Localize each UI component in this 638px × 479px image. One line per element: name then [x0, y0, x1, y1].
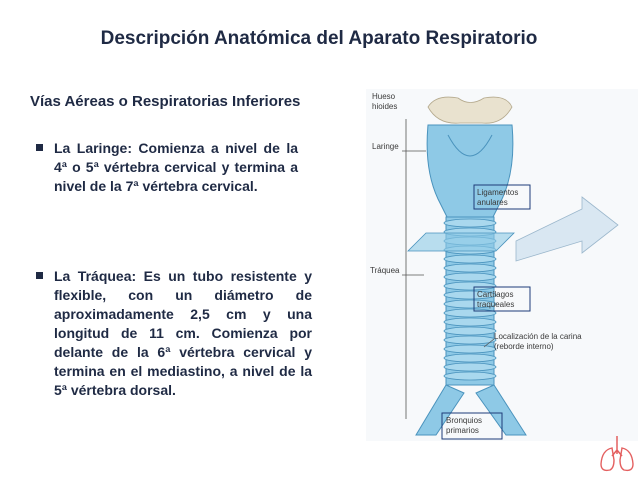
label-bronquios-1: Bronquios: [446, 416, 483, 425]
bullet-text: La Laringe: Comienza a nivel de la 4ª o 5ª vértebra cervical y termina a nivel de la 7ª vértebra cervical.: [54, 140, 298, 194]
bullet-text: La Tráquea: Es un tubo resistente y flexible, con un diámetro de aproximadamente 2,5 cm y una longitud de 11 cm. Comienza por delante de la 6ª vértebra cervical y termina en el mediastino, a nivel de la 5ª vértebra dorsal.: [54, 268, 312, 398]
tracheal-ring-shape: [444, 345, 496, 353]
label-laringe: Laringe: [372, 142, 399, 151]
right-lung-icon: [620, 448, 633, 470]
tracheal-ring-shape: [444, 318, 496, 326]
tracheal-ring-shape: [444, 219, 496, 227]
bullet-laringe: [54, 139, 298, 196]
slide-title: Descripción Anatómica del Aparato Respiratorio: [100, 28, 538, 49]
bullet-traquea: [54, 267, 312, 400]
label-hueso-2: hioides: [372, 102, 398, 111]
lungs-icon: [598, 432, 636, 474]
tracheal-ring-shape: [444, 336, 496, 344]
section-plane-shape: [408, 233, 514, 251]
label-cartilagos-2: traqueales: [477, 300, 515, 309]
lungs-logo-svg: [598, 432, 636, 474]
tracheal-ring-shape: [444, 354, 496, 362]
tracheal-ring-shape: [444, 255, 496, 263]
label-hueso-1: Hueso: [372, 92, 396, 101]
tracheal-ring-shape: [444, 363, 496, 371]
tracheal-ring-shape: [444, 273, 496, 281]
tracheal-ring-shape: [444, 327, 496, 335]
label-cartilagos-1: Cartílagos: [477, 290, 514, 299]
left-lung-icon: [601, 448, 614, 470]
square-bullet-icon: [36, 272, 43, 279]
tracheal-ring-shape: [444, 309, 496, 317]
tracheal-ring-shape: [444, 282, 496, 290]
trachea-svg: [366, 89, 638, 441]
label-localizacion-2: (reborde interno): [494, 342, 554, 351]
slide-subtitle: Vías Aéreas o Respiratorias Inferiores: [30, 93, 301, 110]
label-bronquios-2: primarios: [446, 426, 479, 435]
tracheal-ring-shape: [444, 264, 496, 272]
label-ligamentos-2: anulares: [477, 198, 508, 207]
square-bullet-icon: [36, 144, 43, 151]
trachea-illustration: [366, 89, 638, 441]
label-localizacion-1: Localización de la carina: [494, 332, 582, 341]
label-ligamentos-1: Ligamentos: [477, 188, 519, 197]
tracheal-ring-shape: [444, 372, 496, 380]
label-traquea: Tráquea: [370, 266, 400, 275]
